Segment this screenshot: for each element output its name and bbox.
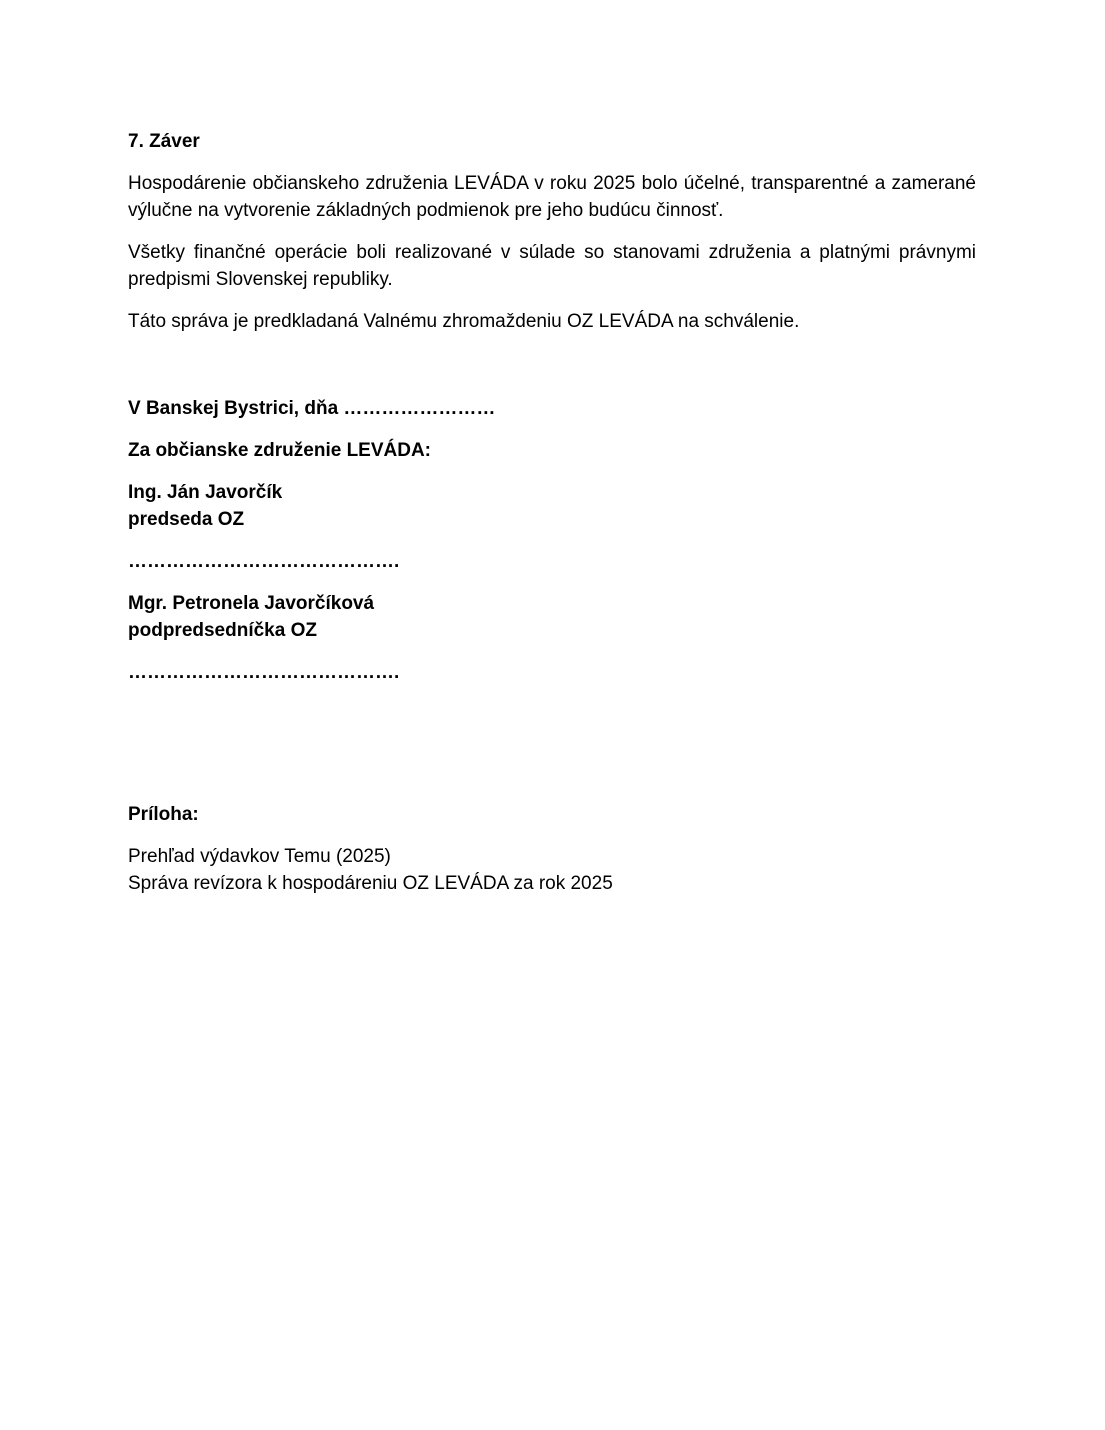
document-content bbox=[128, 128, 976, 912]
attachment-item: Prehľad výdavkov Temu (2025) bbox=[128, 846, 391, 867]
section-heading: 7. Záver bbox=[128, 131, 200, 152]
conclusion-paragraph-1: Hospodárenie občianskeho združenia LEVÁDA v roku 2025 bolo účelné, transparentné a zamerané výlučne na vytvorenie základných podmienok pre jeho budúcu činnosť. bbox=[128, 173, 976, 221]
signer-2-name: Mgr. Petronela Javorčíková bbox=[128, 593, 375, 614]
organization-line: Za občianske združenie LEVÁDA: bbox=[128, 440, 432, 461]
place-date-line: V Banskej Bystrici, dňa …………………… bbox=[128, 398, 496, 419]
attachments-heading: Príloha: bbox=[128, 804, 199, 825]
signer-2-role: podpredsedníčka OZ bbox=[128, 620, 317, 641]
spacer bbox=[128, 350, 976, 395]
signer-2-signature-line: ……………………………………. bbox=[128, 662, 400, 683]
attachments-list bbox=[128, 843, 976, 897]
attachment-item: Správa revízora k hospodáreniu OZ LEVÁDA za rok 2025 bbox=[128, 873, 613, 894]
signer-1 bbox=[128, 479, 976, 533]
signer-1-name: Ing. Ján Javorčík bbox=[128, 482, 283, 503]
conclusion-paragraph-3: Táto správa je predkladaná Valnému zhromaždeniu OZ LEVÁDA na schválenie. bbox=[128, 311, 800, 332]
conclusion-paragraph-2: Všetky finančné operácie boli realizované v súlade so stanovami združenia a platnými právnymi predpismi Slovenskej republiky. bbox=[128, 242, 976, 290]
spacer bbox=[128, 701, 976, 801]
signer-1-signature-line: ……………………………………. bbox=[128, 551, 400, 572]
signer-1-role: predseda OZ bbox=[128, 509, 245, 530]
signer-2 bbox=[128, 590, 976, 644]
